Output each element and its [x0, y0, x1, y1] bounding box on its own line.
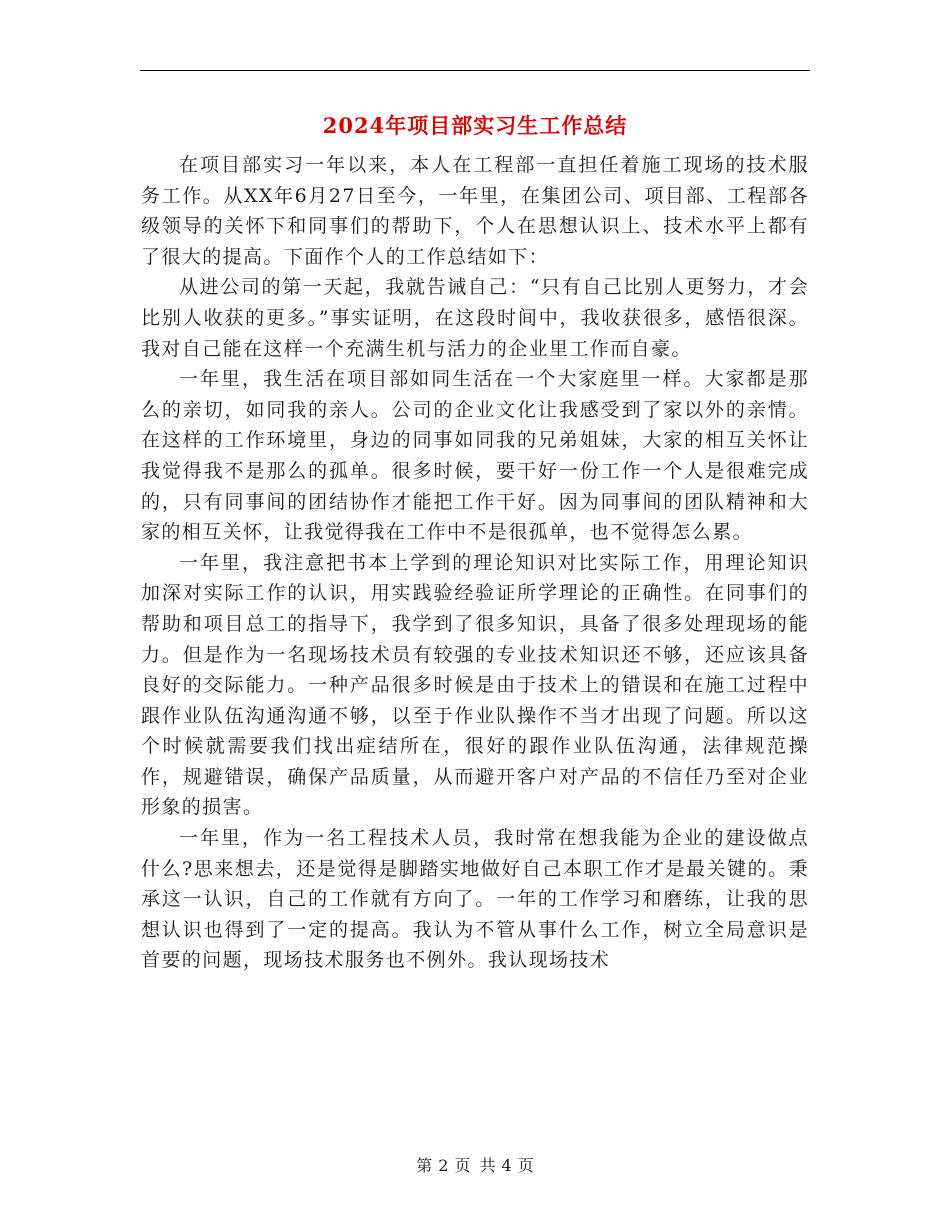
- page-footer: [0, 1153, 950, 1176]
- page-mid: 页 共: [454, 1156, 496, 1175]
- document-title: 2024年项目部实习生工作总结: [322, 113, 628, 138]
- header-rule: [140, 70, 810, 71]
- paragraph: 一年里，作为一名工程技术人员，我时常在想我能为企业的建设做点什么?思来想去，还是觉得是脚踏实地做好自己本职工作才是最关键的。秉承这一认识，自己的工作就有方向了。一年的工作学习和磨练，让我的思想认识也得到了一定的提高。我认为不管从事什么工作，树立全局意识是首要的问题，现场技术服务也不例外。我认现场技术: [141, 827, 809, 972]
- page-prefix: 第: [416, 1156, 433, 1175]
- document-body: [141, 150, 809, 976]
- page-total: 4: [501, 1156, 512, 1175]
- paragraph: 一年里，我生活在项目部如同生活在一个大家庭里一样。大家都是那么的亲切，如同我的亲人。公司的企业文化让我感受到了家以外的亲情。在这样的工作环境里，身边的同事如同我的兄弟姐妹，大家的相互关怀让我觉得我不是那么的孤单。很多时候，要干好一份工作一个人是很难完成的，只有同事间的团结协作才能把工作干好。因为同事间的团队精神和大家的相互关怀，让我觉得我在工作中不是很孤单，也不觉得怎么累。: [141, 368, 809, 544]
- paragraph: 从进公司的第一天起，我就告诫自己：“只有自己比别人更努力，才会比别人收获的更多。”事实证明，在这段时间中，我收获很多，感悟很深。我对自己能在这样一个充满生机与活力的企业里工作而自豪。: [141, 276, 809, 360]
- page-current: 2: [438, 1156, 449, 1175]
- paragraph: 在项目部实习一年以来，本人在工程部一直担任着施工现场的技术服务工作。从XX年6月27日至今，一年里，在集团公司、项目部、工程部各级领导的关怀下和同事们的帮助下，个人在思想认识上、技术水平上都有了很大的提高。下面作个人的工作总结如下：: [141, 154, 809, 268]
- paragraph: 一年里，我注意把书本上学到的理论知识对比实际工作，用理论知识加深对实际工作的认识，用实践验经验证所学理论的正确性。在同事们的帮助和项目总工的指导下，我学到了很多知识，具备了很多处理现场的能力。但是作为一名现场技术员有较强的专业技术知识还不够，还应该具备良好的交际能力。一种产品很多时候是由于技术上的错误和在施工过程中跟作业队伍沟通沟通不够，以至于作业队操作不当才出现了问题。所以这个时候就需要我们找出症结所在，很好的跟作业队伍沟通，法律规范操作，规避错误，确保产品质量，从而避开客户对产品的不信任乃至对企业形象的损害。: [141, 551, 809, 819]
- page-suffix: 页: [517, 1156, 534, 1175]
